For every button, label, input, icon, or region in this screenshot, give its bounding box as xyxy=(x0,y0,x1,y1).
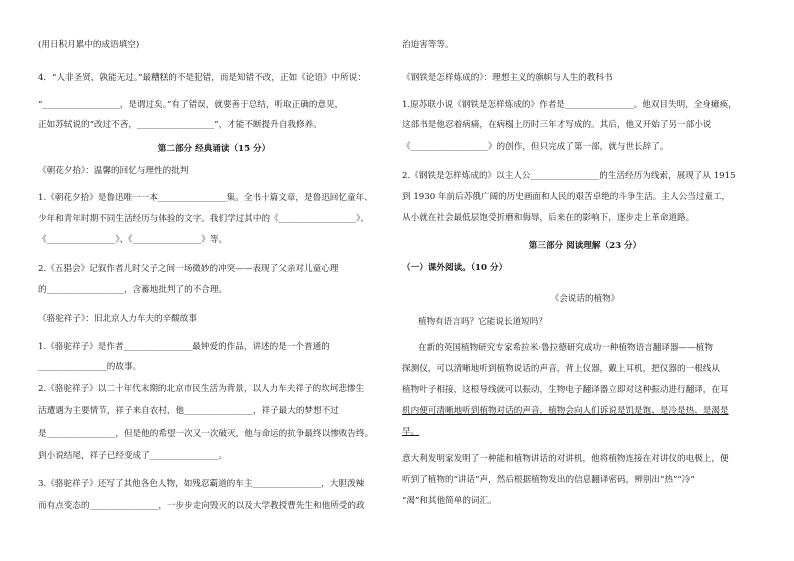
left-text-line: 活遭遇为主要情节，祥子来自农村，他________________，祥子最大的梦想不过 xyxy=(38,406,339,416)
left-text-line: 2.《五猖会》记叙作者儿时父子之间一场微妙的冲突——表现了父亲对儿童心理 xyxy=(38,264,339,274)
left-text-line: 而有点变态的________________，一步步走向毁灭的以及大学教授曹先生和他所受的政 xyxy=(38,501,365,511)
right-text-line: 《钢铁是怎样炼成的》：理想主义的旗帜与人生的教科书 xyxy=(402,73,613,83)
left-text-line: 1.《骆驼祥子》是作者________________最钟爱的作品，讲述的是一个普通的 xyxy=(38,342,330,352)
right-text-line: 意大利发明家发明了一种能和植物讲话的对讲机，他将植物连接在对讲仪的电极上，便 xyxy=(402,454,729,464)
left-text-line: 3.《骆驼祥子》还写了其他各色人物，如残忍霸道的车主________________，大胆泼辣 xyxy=(38,479,365,489)
left-text-line: 1.《朝花夕拾》是鲁迅唯一一本________________集。全书十篇文章，是鲁迅回忆童年、 xyxy=(38,193,373,203)
left-text-line: ________________的故事。 xyxy=(38,362,142,372)
right-text-line: 机内便可清晰地听到植物对话的声音，植物会向人们诉说是饥是饱、是冷是热、是渴是 xyxy=(402,406,729,416)
left-text-line: 是________________，但是他的希望一次又一次破灭，他与命运的抗争最终以惨败告终。 xyxy=(38,429,374,439)
right-text-line: 《__________________》的创作，但只完成了第一部，就与世长辞了。 xyxy=(402,142,669,152)
right-text-line: “渴”和其他简单的词汇。 xyxy=(402,496,497,506)
left-text-line: 《朝花夕拾》：温馨的回忆与理性的批判 xyxy=(38,166,189,176)
right-text-line: 探测仪，可以清晰地听到植物说话的声音，背上仪器，戴上耳机，把仪器的一根线从 xyxy=(402,364,720,374)
right-text-line: 到 1930 年前后苏俄广阔的历史画面和人民的艰苦卓绝的斗争生活。主人公当过童工， xyxy=(402,192,731,202)
left-text-line: 《骆驼祥子》：旧北京人力车夫的辛酸故事 xyxy=(38,314,197,324)
left-text-line: 的__________________，含蓄地批判了的不合理。 xyxy=(38,285,228,295)
right-text-line: 《会说话的植物》 xyxy=(550,294,620,304)
right-text-line: 在新的英国植物研究专家希拉米·鲁拉德研究成功一种植物语言翻译器——植物 xyxy=(418,343,713,353)
right-text-line: 听到了植物的“讲话”声，然后根据植物发出的信息翻译密码，辨别出“热”“冷” xyxy=(402,475,695,485)
left-text-line: 到小说结尾，祥子已经变成了________________。 xyxy=(38,451,228,461)
right-text-line: （一）课外阅读。（10 分） xyxy=(402,263,508,273)
left-text-line: 第二部分 经典诵读（15 分） xyxy=(157,144,271,154)
left-text-line: 2.《骆驼祥子》以二十年代末期的北京市民生活为背景，以人力车夫祥子的坎坷悲惨生 xyxy=(38,384,365,394)
left-text-line: 4．“人非圣贤，孰能无过。”最糟糕的不是犯错，而是知错不改，正如《论语》中所说： xyxy=(38,73,366,83)
right-text-line: 植物叶子相接，这根导线就可以振动，生物电子翻译器立即对这种振动进行翻译，在耳 xyxy=(402,385,729,395)
left-text-line: 《________________》、《________________》等。 xyxy=(38,235,228,245)
left-text-line: 正如苏轼说的“改过不吝，__________________”，才能不断提升自我修养。 xyxy=(38,120,322,130)
right-text-line: 2.《钢铁是怎样炼成的》以主人公________________的生活经历为线索，展现了从 1915 xyxy=(402,171,736,181)
right-text-line: 从小就在社会最低层饱受折磨和侮辱，后来在的影响下，逐步走上革命道路。 xyxy=(402,213,695,223)
right-text-line: 第三部分 阅读理解（23 分） xyxy=(528,241,642,251)
right-text-line: 早。 xyxy=(402,427,420,437)
right-text-line: 治迫害等等。 xyxy=(402,40,454,50)
left-text-line: “__________________，是谓过矣。”有了错误，就要善于总结，听取正确的意见， xyxy=(38,100,344,110)
left-text-line: (用日积月累中的成语填空) xyxy=(38,40,140,50)
left-text-line: 少年和青年时期不同生活经历与体验的文字。我们学过其中的《__________________》、 xyxy=(38,214,369,224)
right-text-line: 这部书是他忍着病痛，在病榻上历时三年才写成的。其后，他又开始了另一部小说 xyxy=(402,120,712,130)
right-text-line: 1.原苏联小说《钢铁是怎样炼成的》作者是________________。他双目失明，全身瘫痪， xyxy=(402,100,737,110)
right-text-line: 植物有语言吗？它能说长道短吗？ xyxy=(418,317,547,327)
